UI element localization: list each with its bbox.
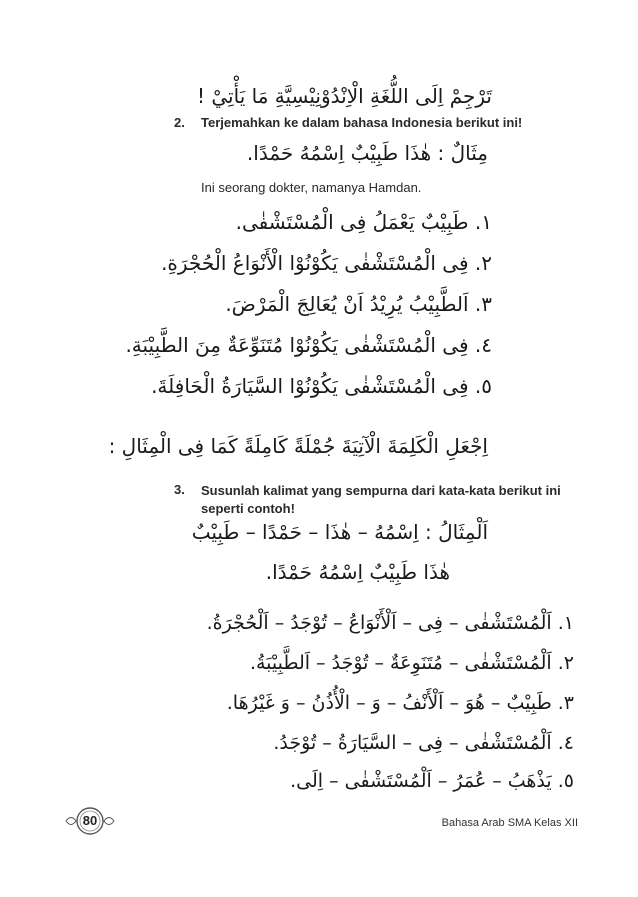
- arabic-instruction-translate: تَرْجِمْ اِلَى اللُّغَةِ الْاِنْدُوْنِيْسِيَّةِ مَا يَأْتِيْ !: [197, 84, 492, 108]
- exercise-2-title: Terjemahkan ke dalam bahasa Indonesia berikut ini!: [201, 115, 523, 130]
- list-item: ٤. اَلْمُسْتَشْفٰى – فِى – السَّيَارَةُ – تُوْجَدُ.: [273, 732, 574, 754]
- list-item: ٣. اَلطَّبِيْبُ يُرِيْدُ اَنْ يُعَالِجَ الْمَرْضَ.: [225, 292, 492, 316]
- list-item: ٥. يَذْهَبُ – عُمَرُ – اَلْمُسْتَشْفٰى – اِلَى.: [290, 770, 574, 792]
- list-item: ٥. فِى الْمُسْتَشْفٰى يَكُوْنُوْا السَّيَارَةُ الْحَافِلَةَ.: [151, 374, 492, 398]
- list-item: ١. اَلْمُسْتَشْفٰى – فِى – اَلْأَنْوَاعُ – تُوْجَدُ – اَلْحُجْرَةُ.: [206, 612, 574, 634]
- exercise-2-example-arabic: مِثَالٌ : هٰذَا طَبِيْبٌ اِسْمُهُ حَمْدًا.: [246, 141, 488, 165]
- exercise-3-number: 3.: [174, 482, 185, 497]
- list-item: ٣. طَبِيْبٌ – هُوَ – اَلْأَنْفُ – وَ – الْأُذُنُ – وَ غَيْرُهَا.: [226, 692, 574, 714]
- page-number: 80: [82, 813, 98, 828]
- list-item: ١. طَبِيْبٌ يَعْمَلُ فِى الْمُسْتَشْفٰى.: [235, 210, 492, 234]
- book-title: Bahasa Arab SMA Kelas XII: [441, 817, 578, 829]
- page-number-badge: [64, 806, 116, 836]
- list-item: ٢. اَلْمُسْتَشْفٰى – مُتَنَوِعَةٌ – تُوْجَدُ – اَلطَّبِيْبَةُ.: [249, 652, 574, 674]
- list-item: ٤. فِى الْمُسْتَشْفٰى يَكُوْنُوْا مُتَنَوِّعَةٌ مِنَ الطَّبِيْبَةِ.: [125, 333, 492, 357]
- exercise-3-title: Susunlah kalimat yang sempurna dari kata-kata berikut ini seperti contoh!: [201, 483, 561, 516]
- exercise-3-example-words: اَلْمِثَالُ : اِسْمُهُ – هٰذَا – حَمْدًا – طَبِيْبٌ: [191, 520, 488, 544]
- exercise-2-number: 2.: [174, 115, 185, 130]
- arabic-instruction-compose: اِجْعَلِ الْكَلِمَةَ الْآتِيَةَ جُمْلَةً كَامِلَةً كَمَا فِى الْمِثَالِ :: [108, 434, 488, 458]
- exercise-2-example-translation: Ini seorang dokter, namanya Hamdan.: [201, 180, 422, 195]
- list-item: ٢. فِى الْمُسْتَشْفٰى يَكُوْنُوْا الْأَنْوَاعُ الْحُجْرَةِ.: [161, 251, 492, 275]
- exercise-3-example-sentence: هٰذَا طَبِيْبٌ اِسْمُهُ حَمْدًا.: [265, 560, 450, 584]
